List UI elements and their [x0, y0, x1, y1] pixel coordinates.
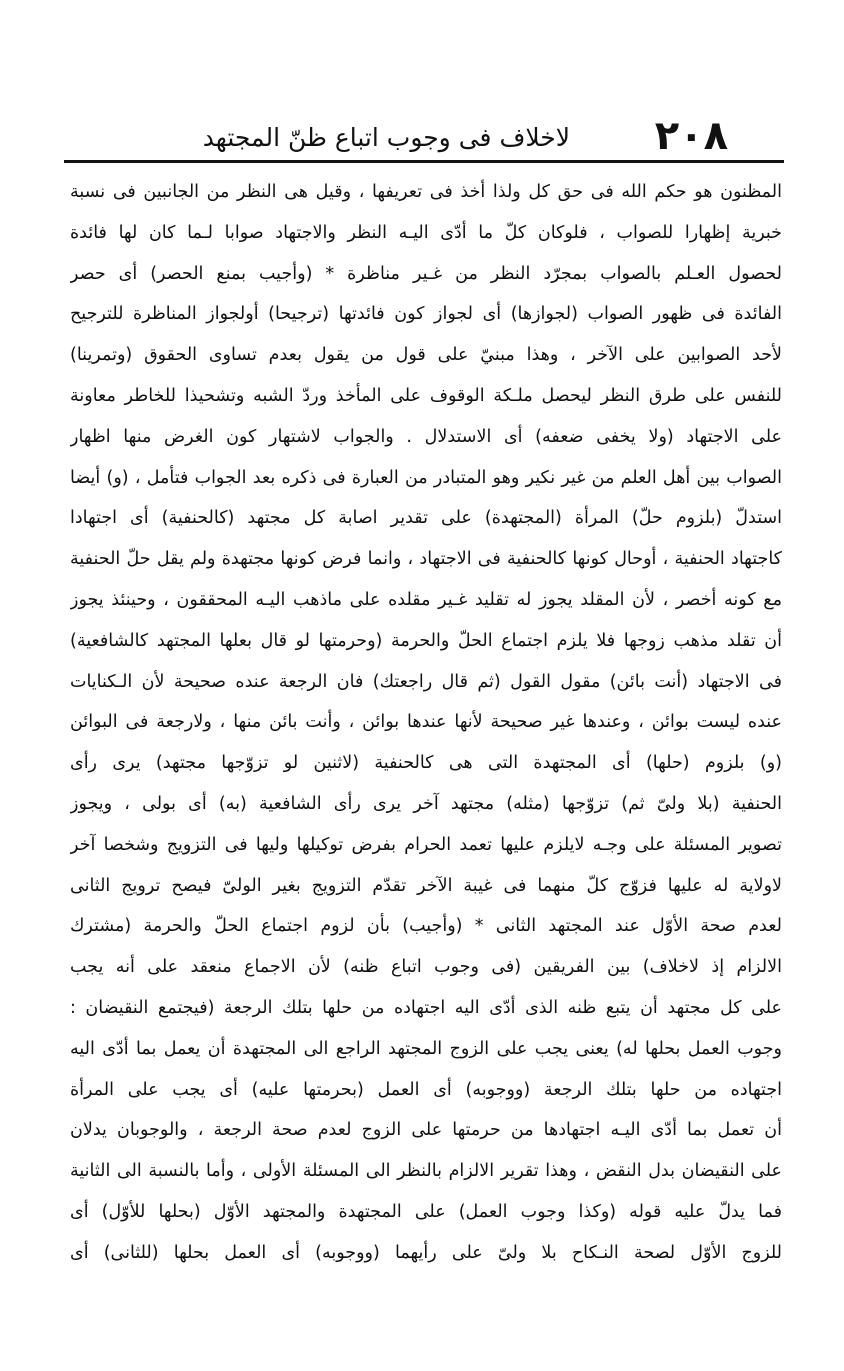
text-line: الصواب بين أهل العلم من غير نكير وهو المتبادر من العبارة فى ذكره بعد الجواب فتأمل ، (و) أيضا [70, 467, 782, 488]
running-title: لاخلاف فى وجوب اتباع ظنّ المجتهد [202, 123, 570, 152]
text-line: فى الاجتهاد (أنت بائن) مقول القول (ثم قال راجعتك) فان الرجعة عنده صحيحة لأن الـكنايات [70, 671, 782, 692]
text-line: تصوير المسئلة على وجـه لايلزم عليها تعمد الحرام بفرض توكيلها وليها فى التزويج وشخصا آخر [70, 834, 782, 855]
text-line: أن تقلد مذهب زوجها فلا يلزم اجتماع الحلّ والحرمة (وحرمتها لو قال بعلها المجتهد كالشافعية) [70, 630, 782, 651]
text-line: الالزام إذ لاخلاف) بين الفريقين (فى وجوب اتباع ظنه) لأن الاجماع منعقد على أنه يجب [70, 957, 782, 978]
text-line: اجتهاده من حلها بتلك الرجعة (ووجوبه) أى العمل (بحرمتها عليه) أى يجب على المرأة [70, 1079, 782, 1100]
text-line: مع كونه أخصر ، لأن المقلد يجوز له تقليد غـير مقلده على ماذهب اليـه المحققون ، وحينئذ يجوز [70, 589, 782, 610]
text-line: المظنون هو حكم الله فى حق كل ولذا أخذ فى تعريفها ، وقيل هى النظر من الجانبين فى نسبة [70, 182, 782, 202]
body-text [70, 172, 782, 1274]
text-line: على كل مجتهد أن يتبع ظنه الذى أدّى اليه اجتهاده من حلها بتلك الرجعة (فيجتمع النقيضان : [70, 997, 782, 1018]
text-line: خبرية إظهارا للصواب ، فلوكان كلّ ما أدّى اليـه النظر والاجتهاد صوابا لـما كان لها فائدة [70, 222, 782, 243]
text-line: أن تعمل بما أدّى اليـه اجتهادها من حرمتها على الزوج لعدم صحة الرجعة ، والوجوبان يدلان [70, 1120, 782, 1141]
text-line: استدلّ (بلزوم حلّ) المرأة (المجتهدة) على تقدير اصابة كل مجتهد (كالحنفية) أى اجتهادا [70, 508, 782, 529]
text-line: على النقيضان بدل النقض ، وهذا تقرير الالزام بالنظر الى المسئلة الأولى ، وأما بالنسبة الى الثانية [70, 1161, 782, 1182]
text-line: للنفس على طرق النظر ليحصل ملـكة الوقوف على المأخذ وردّ الشبه وتشحيذا للخاطر معاونة [70, 385, 782, 406]
text-line: وجوب العمل بحلها له) يعنى يجب على الزوج المجتهد الراجع الى المجتهدة أن يعمل بما أدّى اليه [70, 1038, 782, 1059]
header-rule [64, 160, 784, 163]
text-line: كاجتهاد الحنفية ، أوحال كونها كالحنفية فى الاجتهاد ، وانما فرض كونها مجتهدة ولم يقل حلّ الحنفية [70, 549, 782, 570]
text-line: الحنفية (بلا ولىّ ثم) تزوّجها (مثله) مجتهد آخر يرى رأى الشافعية (به) أى بولى ، ويجوز [70, 793, 782, 814]
text-line: الفائدة فى ظهور الصواب (لجوازها) أى لجواز كون فائدتها (ترجيحا) أولجواز المناظرة للترجيح [70, 304, 782, 325]
text-line: لأحد الصوابين على الآخر ، وهذا مبنيّ على قول من يقول بعدم تساوى الحقوق (وتمرينا) [70, 345, 782, 366]
text-line: لحصول العـلم بالصواب بمجرّد النظر من غـير مناظرة * (وأجيب بمنع الحصر) أى حصر [70, 263, 782, 284]
text-line: عنده ليست بوائن ، وعندها غير صحيحة لأنها عندها بوائن ، وأنت بائن منها ، ولارجعة فى البوائن [70, 712, 782, 733]
page-number: ٢٠٨ [654, 113, 728, 159]
text-line: لعدم صحة الأوّل عند المجتهد الثانى * (وأجيب) بأن لزوم اجتماع الحلّ والحرمة (مشترك [70, 916, 782, 937]
page-header [64, 112, 780, 160]
text-line: على الاجتهاد (ولا يخفى ضعفه) أى الاستدلال . والجواب لاشتهار كون الغرض منها اظهار [70, 426, 782, 447]
text-line: لاولاية له عليها فزوّج كلّ منهما فى غيبة الآخر تقدّم التزويج بغير الولىّ فيصح ترويج الثانى [70, 875, 782, 896]
text-line: للزوج الأوّل لصحة النـكاح بلا ولىّ على رأيهما (ووجوبه) أى العمل بحلها (للثانى) أى [70, 1242, 782, 1263]
text-line: فما يدلّ عليه قوله (وكذا وجوب العمل) على المجتهدة والمجتهد الأوّل (بحلها للأوّل) أى [70, 1201, 782, 1222]
text-line: (و) بلزوم (حلها) أى المجتهدة التى هى كالحنفية (لاثنين لو تزوّجها مجتهد) يرى رأى [70, 753, 782, 774]
